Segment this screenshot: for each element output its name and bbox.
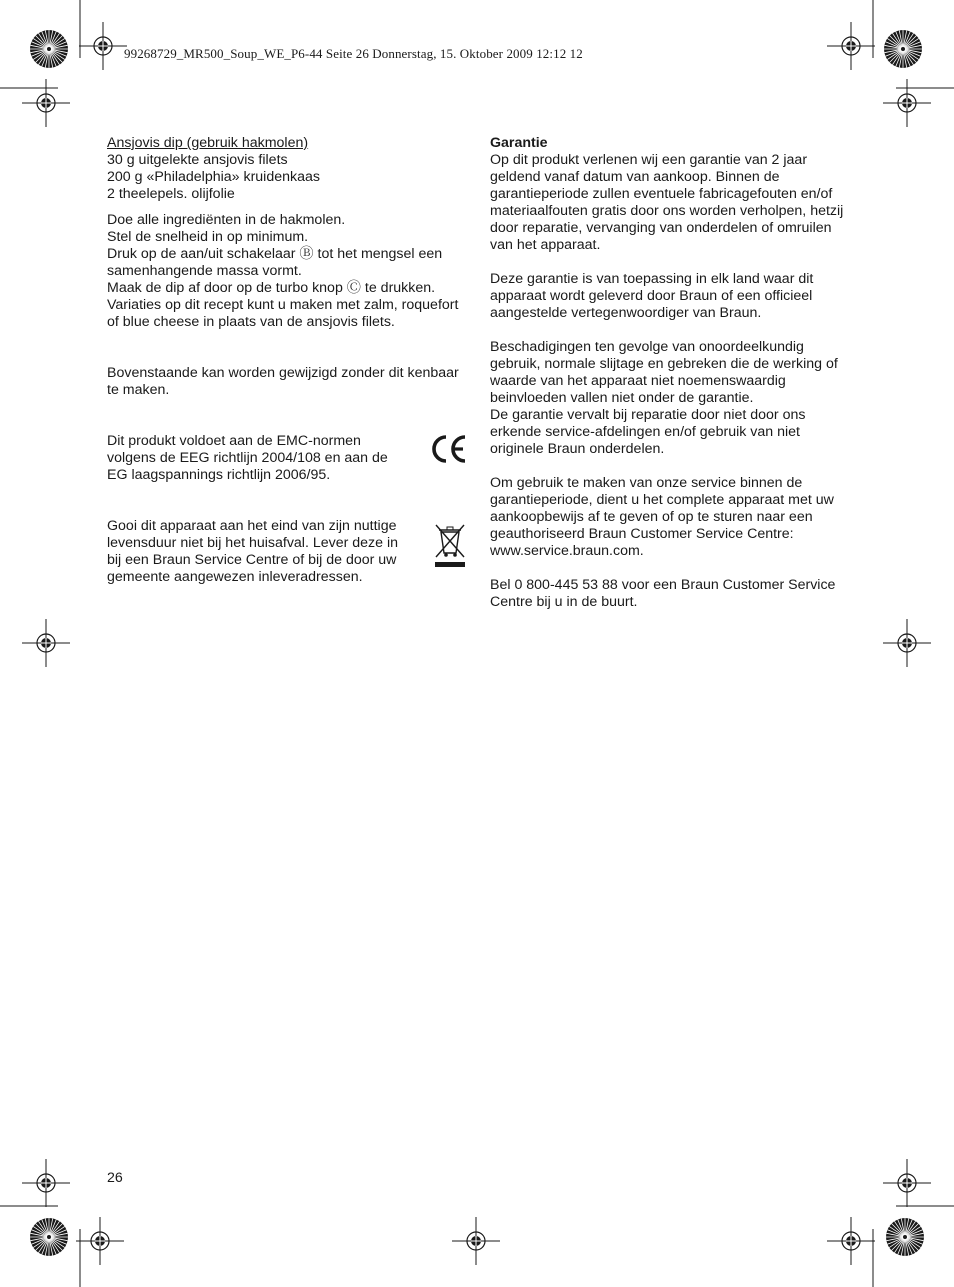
warranty-paragraph: Deze garantie is van toepassing in elk land waar dit apparaat wordt geleverd door Braun of een officieel aangestelde vertegenwoordiger van Braun. — [490, 271, 814, 321]
recipe-step: Druk op de aan/uit schakelaar Ⓑ tot het mengsel een samenhangende massa vormt. — [107, 246, 443, 279]
ingredient-line: 2 theelepels. olijfolie — [107, 186, 235, 202]
recipe-step: Stel de snelheid in op minimum. — [107, 229, 309, 245]
left-column — [107, 135, 467, 586]
warranty-paragraph: De garantie vervalt bij reparatie door niet door ons erkende service-afdelingen en/of gebruik van niet originele Braun onderdelen. — [490, 407, 806, 457]
color-wheel-icon — [30, 30, 68, 68]
registration-mark-icon — [883, 79, 931, 127]
ingredient-line: 30 g uitgelekte ansjovis filets — [107, 152, 288, 168]
recipe-step: Maak de dip af door op de turbo knop Ⓒ te drukken. — [107, 280, 436, 296]
emc-statement — [107, 433, 467, 484]
registration-mark-icon — [827, 22, 875, 70]
registration-mark-icon — [22, 79, 70, 127]
right-column — [490, 135, 850, 611]
recipe-step: Variaties op dit recept kunt u maken met zalm, roquefort of blue cheese in plaats van de ansjovis filets. — [107, 297, 459, 330]
warranty-paragraph: Beschadigingen ten gevolge van onoordeelkundig gebruik, normale slijtage en gebreken die de werking of waarde van het apparaat niet noemenswaardig beinvloeden vallen niet onder de garantie. — [490, 339, 838, 406]
registration-mark-icon — [22, 619, 70, 667]
registration-mark-icon — [76, 1217, 124, 1265]
recipe-title: Ansjovis dip (gebruik hakmolen) — [107, 135, 309, 151]
disposal-text: Gooi dit apparaat aan het eind van zijn nuttige levensduur niet bij het huisafval. Lever deze in bij een Braun Service Centre of bij de door uw gemeente aangewezen inleveradressen. — [107, 518, 399, 585]
page-number: 26 — [107, 1170, 123, 1186]
warranty-paragraph: Bel 0 800-445 53 88 voor een Braun Customer Service Centre bij u in de buurt. — [490, 577, 836, 610]
registration-mark-icon — [883, 1159, 931, 1207]
ce-mark-icon — [429, 431, 467, 467]
disposal-statement — [107, 518, 467, 586]
warranty-paragraph: Op dit produkt verlenen wij een garantie van 2 jaar geldend vanaf datum van aankoop. Binnen de garantieperiode zullen eventuele fabricagefouten en/of materiaalfouten gratis door ons worden verholpen, hetzij door reparatie, vervanging van onderdelen of omruilen van het apparaat. — [490, 152, 844, 253]
ingredient-line: 200 g «Philadelphia» kruidenkaas — [107, 169, 320, 185]
recipe-step: Doe alle ingrediënten in de hakmolen. — [107, 212, 346, 228]
registration-mark-icon — [452, 1217, 500, 1265]
warranty-paragraph: Om gebruik te maken van onze service binnen de garantieperiode, dient u het complete apparaat met uw aankoopbewijs af te geven of op te sturen naar een geauthoriseerd Braun Customer Service Centre: www.service.braun.com. — [490, 475, 834, 559]
registration-mark-icon — [22, 1159, 70, 1207]
color-wheel-icon — [886, 1218, 924, 1256]
crossed-out-bin-icon — [433, 522, 467, 568]
print-slug: 99268729_MR500_Soup_WE_P6-44 Seite 26 Donnerstag, 15. Oktober 2009 12:12 12 — [124, 46, 583, 61]
color-wheel-icon — [30, 1218, 68, 1256]
warranty-heading: Garantie — [490, 135, 548, 151]
registration-mark-icon — [827, 1217, 875, 1265]
registration-mark-icon — [883, 619, 931, 667]
emc-text: Dit produkt voldoet aan de EMC-normen volgens de EEG richtlijn 2004/108 en aan de EG laagspannings richtlijn 2006/95. — [107, 433, 388, 483]
change-notice: Bovenstaande kan worden gewijzigd zonder dit kenbaar te maken. — [107, 365, 459, 398]
color-wheel-icon — [884, 30, 922, 68]
registration-mark-icon — [79, 22, 127, 70]
